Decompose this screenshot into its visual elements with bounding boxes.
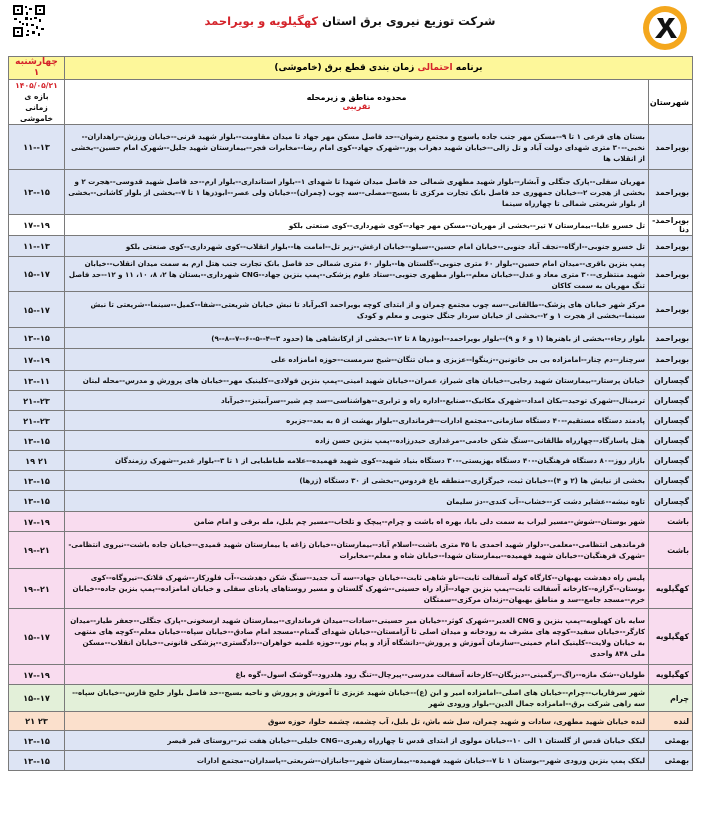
program-title-row: [9, 57, 693, 80]
power-company-logo-icon: [641, 4, 689, 52]
city-cell: گچساران: [648, 471, 692, 491]
schedule-row: [9, 328, 693, 349]
areas-cell: خیابان پرستار--بیمارستان شهید رجایی--خیابان های شیراز، عمران--خیابان شهید امینی--پمپ بنزین فولادی--کلینیک مهر--خیابان های پرورش و مدرس--محله لبنان: [65, 371, 649, 391]
time-cell: ۱۳--۱۵: [9, 731, 65, 751]
schedule-row: [9, 349, 693, 371]
areas-cell: سرچنار--دم چنار--امامزاده بی بی خاتونین--زینگوا--عزیزی و میان تنگان--شیخ سرمست--حوزه امامزاده علی: [65, 349, 649, 371]
schedule-row: [9, 431, 693, 451]
schedule-row: [9, 532, 693, 569]
schedule-row: [9, 569, 693, 609]
city-cell: باشت: [648, 532, 692, 569]
date-label: ۱۴۰۵/۰۵/۲۱: [15, 81, 58, 90]
city-cell: کهگیلویه: [648, 665, 692, 685]
areas-cell: بازار روز--۸۰ دستگاه فرهنگیان--۴۰ دستگاه بهزیستی--۳۰ دستگاه بنیاد شهید--کوی شهید فهمیده--علامه طباطبایی از ۱ تا ۳--بلوار غدیر--شهرک رزمندگان: [65, 451, 649, 471]
schedule-table: [8, 56, 693, 771]
schedule-row: [9, 215, 693, 236]
schedule-row: [9, 491, 693, 512]
schedule-row: [9, 609, 693, 665]
areas-cell: لنده خیابان شهید مطهری، سادات و شهید چمران، سل شه باش، تل بلبل، آب چشمه، چشمه حلوا، حوزه سوق: [65, 712, 649, 731]
areas-cell: هتل پاسارگاد--چهارراه طالقانی--سنگ شکن خادمی--مرغداری حیدرزاده--پمپ بنزین حسن زاده: [65, 431, 649, 451]
schedule-row: [9, 371, 693, 391]
areas-cell: پلیس راه دهدشت بهبهان--کارگاه کوله آسفالت ثابت--ناو شاهی ثابت--خیابان جهاد--سه آب جدید--سنگ شکن دهدشت--آب فلورکار--شهرک قلاتک--نیروگاه--کوی بوستان--گرازه--کارخانه آسفالت ثابت--پمپ بنزین جهاد--آزاد راه حسینی--شهرک گلستان و مسیر روستاهای پادنای سفلی و خیابان امامزاده--پمپ بنزین جاده--خیابان خرم--مسجد جامع--سد و مناطق بهبهان--زندان مرکزی--سمتگان: [65, 569, 649, 609]
city-cell: بویراحمد: [648, 328, 692, 349]
schedule-row: [9, 685, 693, 712]
company-name-province: کهگیلویه و بویراحمد: [204, 14, 319, 28]
areas-cell: مرکز شهر خیابان های پزشک--طالقانی--سه چوب مجتمع چمران و از ابتدای کوچه بویراحمد اکبرآباد تا نبش خیابان شریعتی--شفا--کمیل--سینما--شریعتی تا نبش سینما--بخشی از هجرت ۱ و ۲--بخشی از خیابان سردار جنگل جنوبی و معلم و کودک: [65, 292, 649, 328]
city-cell: لنده: [648, 712, 692, 731]
time-cell: ۱۳--۱۵: [9, 491, 65, 512]
areas-cell: طولیان--شک مازه--راگ--رگمینی--دیزیگان--کارخانه آسفالت مدرسی--پیرچال--تنگ رود هلدرود--گوشک اسول--گوه باغ: [65, 665, 649, 685]
city-cell: کهگیلویه: [648, 569, 692, 609]
time-cell: ۱۳--۱۵: [9, 328, 65, 349]
time-cell: ۱۹ ۲۱: [9, 451, 65, 471]
city-cell: بویراحمد-دنا: [648, 215, 692, 236]
city-cell: گچساران: [648, 451, 692, 471]
time-cell: ۱۳--۱۵: [9, 471, 65, 491]
time-cell: ۱۷--۱۹: [9, 512, 65, 532]
city-cell: بویراحمد: [648, 170, 692, 215]
schedule-row: [9, 257, 693, 292]
areas-cell: تاوه نیشه--عشایر دشت کز--خشاب--آب کندی--دز سلیمان: [65, 491, 649, 512]
time-cell: ۱۹--۲۱: [9, 569, 65, 609]
city-cell: بویراحمد: [648, 236, 692, 257]
time-header-cell: [9, 80, 65, 125]
city-column-header: شهرستان: [648, 80, 692, 125]
city-cell: بویراحمد: [648, 349, 692, 371]
areas-cell: پمپ بنزین باقری--میدان امام حسین--بلوار ۶۰ متری جنوبی--گلستان ها--بلوار ۶۰ متری شمالی حد فاصل بانک تجارت جنب هتل ارم به سمت میدان انقلاب--خیابان شهید منتظری--۳۰ متری معاد و عدل--خیابان معلم--بلوار مطهری جنوبی--ستاد علوم پزشکی--پمپ بنزین جهاد--CNG شهرداری--بستان ها ۲، ۸، ۱۰، ۱۱ و ۱۲--حد فاصل تنگ مهریان به سمت کاکان: [65, 257, 649, 292]
city-cell: گچساران: [648, 431, 692, 451]
company-title: [160, 14, 540, 28]
city-cell: گچساران: [648, 371, 692, 391]
city-cell: بهمئی: [648, 731, 692, 751]
company-name-prefix: شرکت توزیع نیروی برق استان: [322, 14, 496, 28]
areas-cell: بلوار رجاء--بخشی از باهنرها (۱ و ۶ و ۹)--بلوار بویراحمد--ابوذرها ۸ تا ۱۲--بخشی از ارکانشاهی ها (حدود ۳--۴--۵--۶--۷--۸--۹): [65, 328, 649, 349]
day-label: چهارشنبه ۱: [15, 57, 58, 78]
schedule-row: [9, 125, 693, 170]
areas-cell: تل خسرو علیا--بیمارستان ۷ تیر--بخشی از مهریان--مسکن مهر جهاد--کوی شهرداری--کوی صنعتی بلکو: [65, 215, 649, 236]
document-header: [0, 0, 701, 56]
time-cell: ۲۱--۲۳: [9, 411, 65, 431]
schedule-row: [9, 471, 693, 491]
time-cell: ۱۳--۱۱: [9, 371, 65, 391]
areas-cell: پادمند دستگاه مستقیم--۴۰ دستگاه سازمانی--مجتمع ادارات--فرمانداری--بلوار بهشت از ۵ به بعد--جزیره: [65, 411, 649, 431]
areas-header-line1: محدوده مناطق و زیرمحله: [306, 93, 407, 102]
time-cell: ۲۱ ۲۳: [9, 712, 65, 731]
areas-cell: شهر سرفاریاب--چرام--خیابان های اصلی--امامزاده امیر و ابن (ع)--خیابان شهید عزیزی تا آموزش و پرورش و ناحیه بسیج--حد فاصل بلوار خلیج فارس--خیابان سپاه--سه راهی شرکت برق--امامزاده جمال الدین--بلوار ورودی شهر: [65, 685, 649, 712]
program-title-prefix: برنامه: [455, 63, 483, 73]
time-cell: ۱۷--۱۹: [9, 215, 65, 236]
schedule-row: [9, 170, 693, 215]
city-cell: گچساران: [648, 411, 692, 431]
time-cell: ۱۹--۲۱: [9, 532, 65, 569]
city-cell: چرام: [648, 685, 692, 712]
city-cell: باشت: [648, 512, 692, 532]
city-cell: کهگیلویه: [648, 609, 692, 665]
qr-code-icon: [12, 4, 46, 38]
areas-cell: لیکک خیابان قدس از گلستان ۱ الی ۱۰--خیابان مولوی از ابتدای قدس تا چهارراه رهبری--CNG خلیلی--خیابان هفت تیر--روستای قبر قیصر: [65, 731, 649, 751]
city-cell: گچساران: [648, 391, 692, 411]
schedule-row: [9, 665, 693, 685]
time-cell: ۲۱--۲۳: [9, 391, 65, 411]
areas-cell: بستان های فرعی ۱ تا ۹--مسکن مهر جنب جاده یاسوج و مجتمع رضوان--حد فاصل مسکن مهر جهاد تا میدان مقاومت--بلوار شهید قرنی--خیابان ورزش--راهداران--نخبی--۳۰ متری شهدای دولت آباد و تل زالی--خیابان شهید دهراب پور--شهرک جهاد--کوی امام رضا--مخابرات فجر--بیمارستان شهید جلیل--شهرک امام حسین--بخشی از انقلاب ها: [65, 125, 649, 170]
program-title-highlight: احتمالی: [417, 63, 453, 73]
schedule-row: [9, 292, 693, 328]
time-cell: ۱۳--۱۵: [9, 751, 65, 771]
time-cell: ۱۵--۱۷: [9, 685, 65, 712]
column-header-row: [9, 80, 693, 125]
time-cell: ۱۵--۱۷: [9, 257, 65, 292]
time-cell: ۱۷--۱۹: [9, 665, 65, 685]
areas-cell: لیکک پمپ بنزین ورودی شهر--بوستان ۱ تا ۷--خیابان شهید فهمیده--بیمارستان شهر--جانبازان--شریعتی--پاسداران--مجتمع ادارات: [65, 751, 649, 771]
time-column-header: بازه ی زمانی خاموشی: [20, 92, 53, 123]
areas-header-line2: تقریبی: [342, 102, 371, 111]
areas-column-header: [65, 80, 649, 125]
areas-cell: فرماندهی انتظامی--معلمی--دلوار شهید احمدی با ۴۵ متری باشت--اسلام آباد--بیمارستان--خیابان زاغه یا بیمارستان شهید قمیدی--خیابان جاده باشت--نیروی انتظامی--شهرک فرهنگیان--خیابان شهید فهمیده--بیمارستان شهدا--خیابان شاه و معلم--مخابرات: [65, 532, 649, 569]
schedule-row: [9, 236, 693, 257]
city-cell: گچساران: [648, 491, 692, 512]
schedule-row: [9, 731, 693, 751]
city-cell: بویراحمد: [648, 292, 692, 328]
program-title: [65, 57, 693, 80]
time-cell: ۱۷--۱۹: [9, 349, 65, 371]
schedule-row: [9, 391, 693, 411]
time-cell: ۱۳--۱۵: [9, 431, 65, 451]
time-cell: ۱۳--۱۵: [9, 170, 65, 215]
schedule-row: [9, 451, 693, 471]
program-title-suffix: زمان بندی قطع برق (خاموشی): [274, 63, 415, 73]
areas-cell: مهریان سفلی--پارک جنگلی و آبشار--بلوار شهید مطهری شمالی حد فاصل میدان شهدا تا شهدای ۱--بلوار استانداری--بلوار ارم--حد فاصل شهید قدوسی--هجرت ۲ و بخشی از هجرت ۲--خیابان جمهوری حد فاصل بانک تجارت مرکزی تا بسیج--مصلی--سه چوب (چمران)--خیابان ولی عصر--ابوذرها ۱ تا ۷--بخشی از بلوار کاشانی--بخشی از بلوار شریعتی شمالی تا چهارراه سینما: [65, 170, 649, 215]
schedule-row: [9, 712, 693, 731]
schedule-row: [9, 751, 693, 771]
schedule-row: [9, 411, 693, 431]
day-date-cell: [9, 57, 65, 80]
city-cell: بهمئی: [648, 751, 692, 771]
schedule-row: [9, 512, 693, 532]
time-cell: ۱۱--۱۳: [9, 125, 65, 170]
city-cell: بویراحمد: [648, 257, 692, 292]
city-cell: بویراحمد: [648, 125, 692, 170]
areas-cell: ترمینال--شهرک توحید--بکان امداد--شهرک مکانیک--صنایع--اداره راه و ترابری--هواشناسی--سد چم شیر--سرآبیتیز--خیرآباد: [65, 391, 649, 411]
areas-cell: سایه بان کهیلویه--پمپ بنزین و CNG الغدیر--شهرک کوثر--خیابان میر حسینی--سادات--میدان فرمانداری--بیمارستان شهید ارسخونی--پارک جنگلی--جعفر طیار--میدان کارگر--خیابان سفید--کوچه های مشرف به رودخانه و میدان اصلی تا آرامستان--خیابان شهدای گمنام--مسجد امام صادق--خیابان سپاه--خیابان معلم--کوچه های منتهی به خیابان ولایت--کلینیک امام خمینی--سازمان آموزش و پرورش--دانشگاه آزاد و پیام نور--حوزه علمیه خواهران--دادگستری--پزشکی قانونی--خیابان انقلاب--مسکن ملی ۸۴۸ واحدی: [65, 609, 649, 665]
time-cell: ۱۵--۱۷: [9, 292, 65, 328]
areas-cell: تل خسرو جنوبی--ارگاه--نجف آباد جنوبی--خیابان امام حسین--سیلو--خیابان ارغش--زیر تل--امامت ها--بلوار انقلاب--کوی شهرداری--کوی صنعتی بلکو: [65, 236, 649, 257]
areas-cell: بخشی از نیایش ها (۲ و ۴)--خیابان ثبت، خیرگزاری--منطقه باغ فردوس--بخشی از ۳۰ دستگاه (زرها): [65, 471, 649, 491]
time-cell: ۱۵--۱۷: [9, 609, 65, 665]
time-cell: ۱۱--۱۳: [9, 236, 65, 257]
areas-cell: شهر بوستان--شوش--مسیر لیراب به سمت دلی بابا، بهره‌ اه باشت و چرام--پیچک و تلخاب--مسیر چم بلبل، مله برقی و امام ضامن: [65, 512, 649, 532]
